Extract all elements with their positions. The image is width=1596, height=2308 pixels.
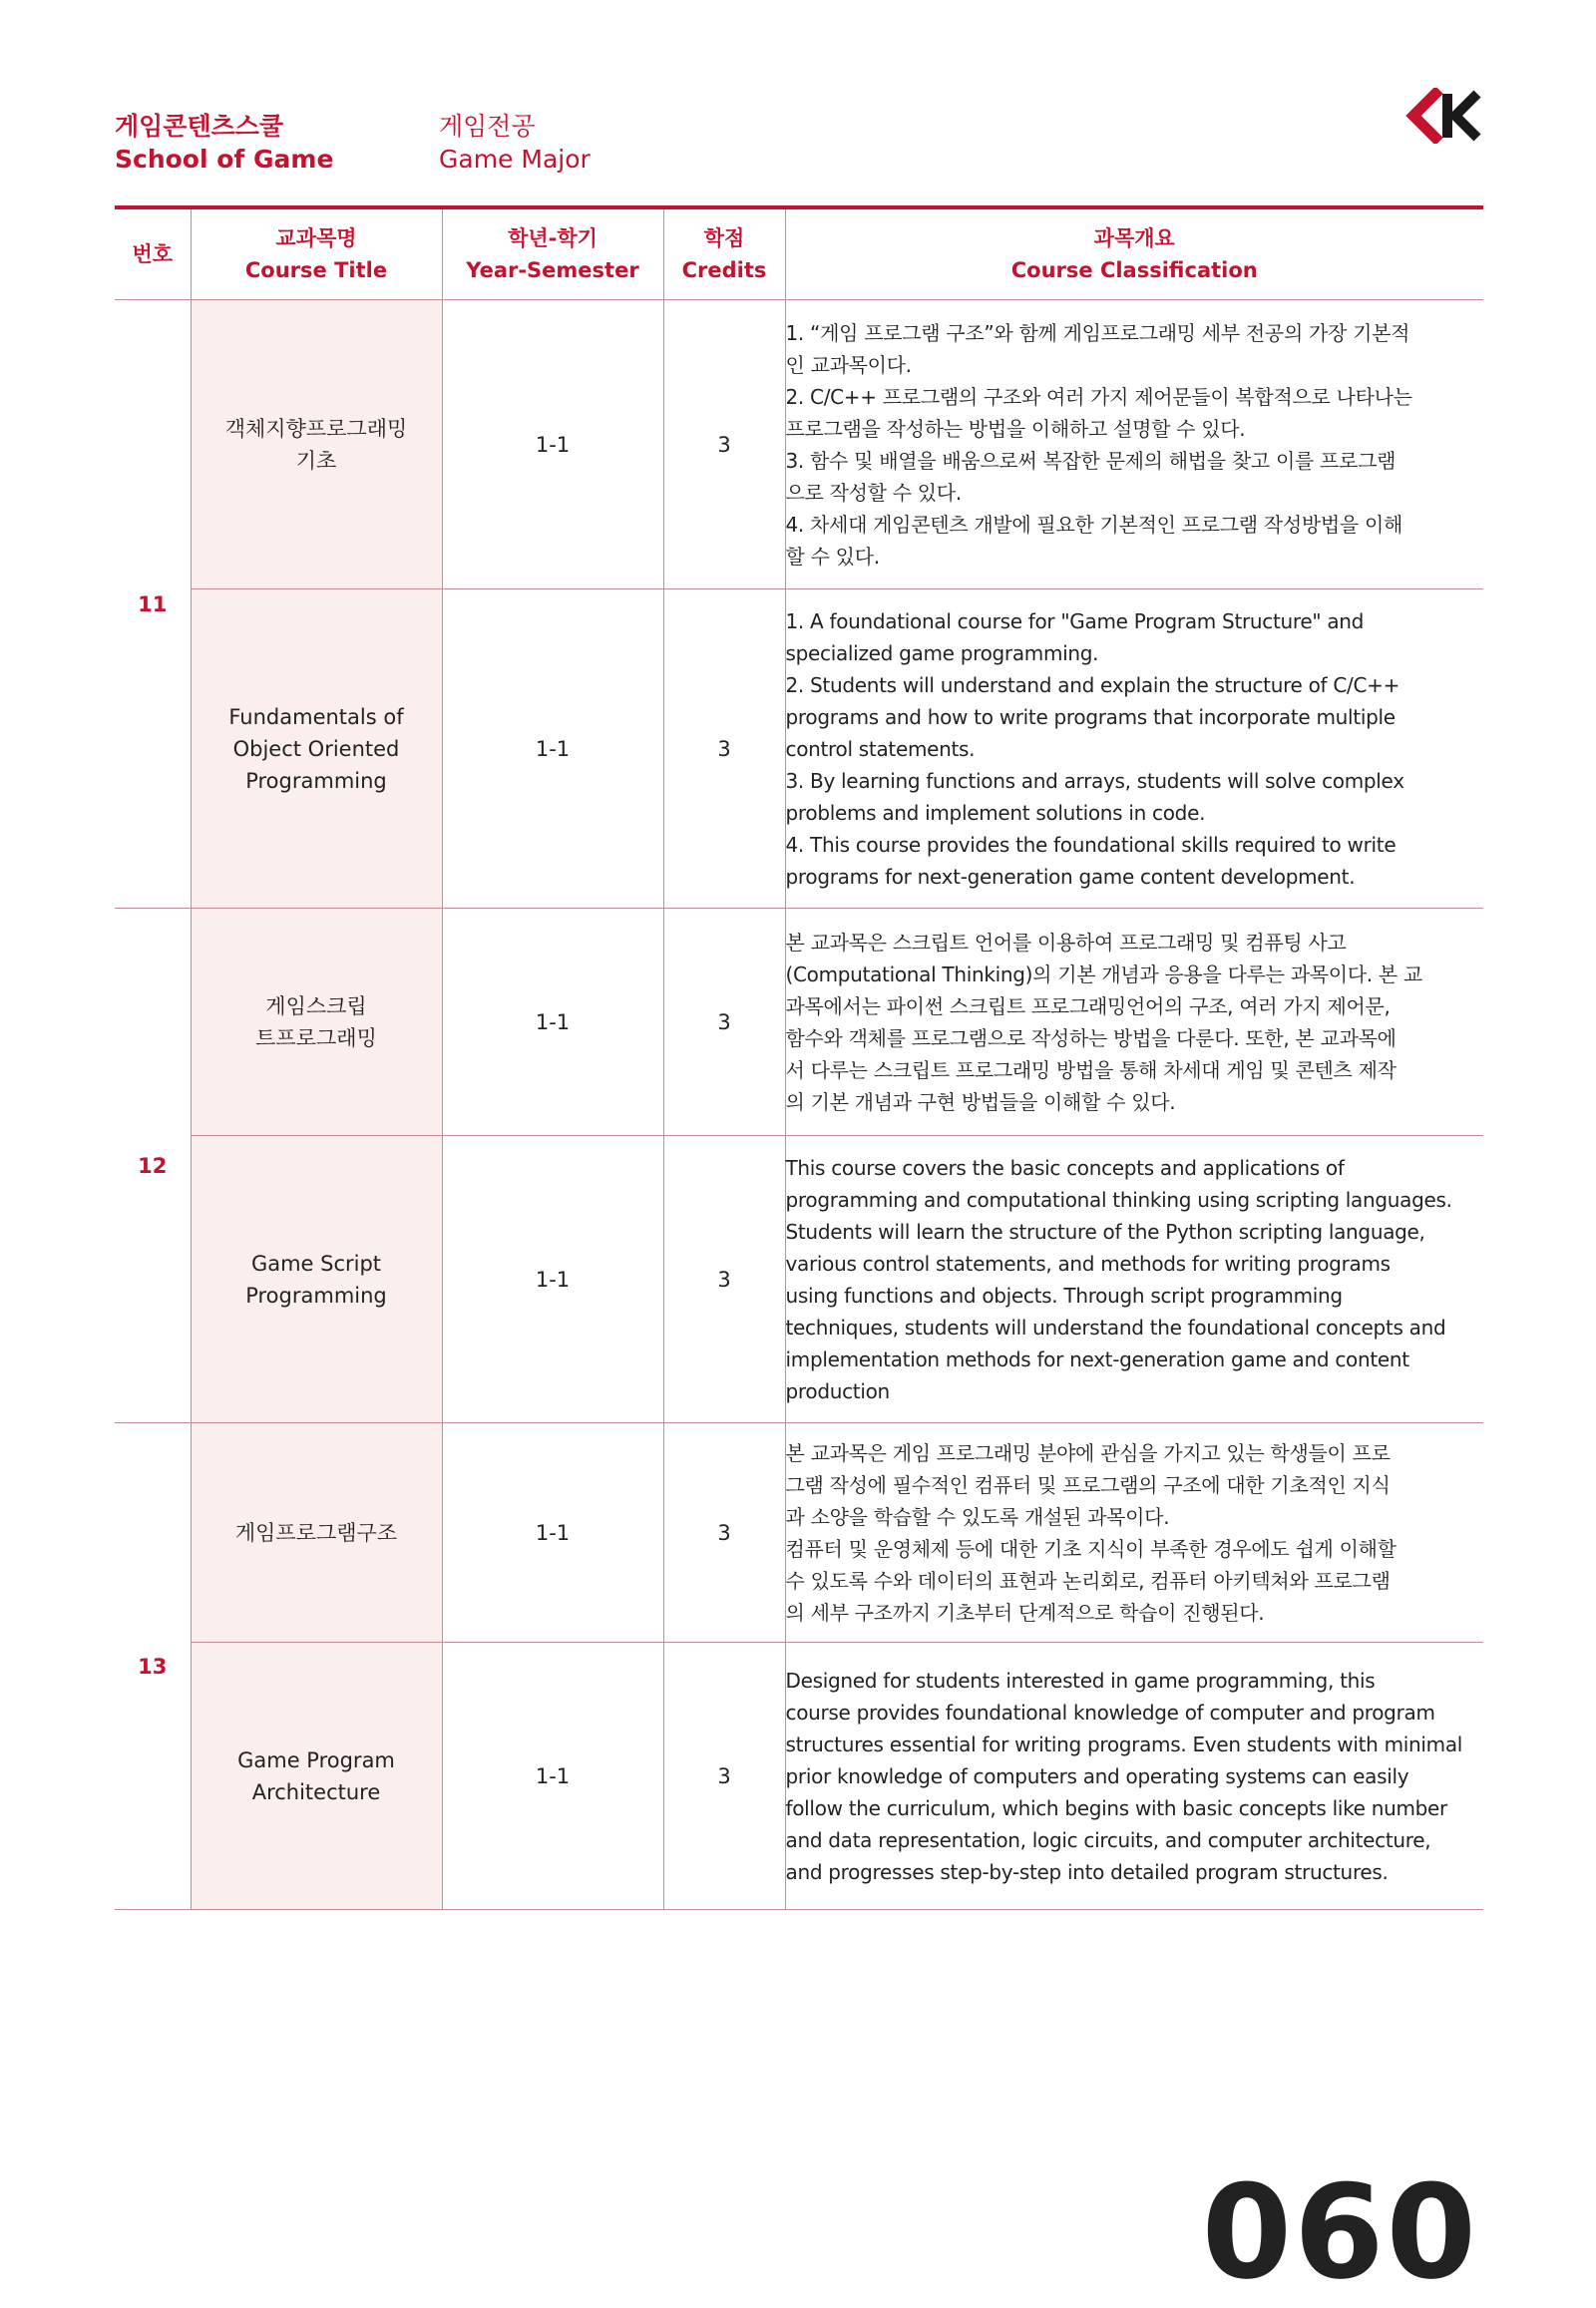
- course-title-line: Object Oriented: [232, 736, 400, 761]
- page-header: [115, 110, 1481, 180]
- year-semester-cell: 1-1: [442, 909, 663, 1136]
- course-title-line: Game Program: [237, 1747, 395, 1772]
- description-line: course provides foundational knowledge of computer and program: [785, 1700, 1435, 1725]
- course-title-line: Architecture: [251, 1779, 381, 1804]
- description-line: structures essential for writing programs. Even students with minimal: [785, 1731, 1463, 1756]
- description-line: 의 세부 구조까지 기초부터 단계적으로 학습이 진행된다.: [785, 1600, 1265, 1625]
- description-line: 본 교과목은 스크립트 언어를 이용하여 프로그래밍 및 컴퓨팅 사고: [785, 930, 1347, 955]
- course-table-body: [115, 300, 1483, 1910]
- description-line: 3. By learning functions and arrays, students will solve complex: [785, 768, 1404, 793]
- description-line: programming and computational thinking using scripting languages.: [785, 1187, 1452, 1212]
- year-semester-cell: 1-1: [442, 1423, 663, 1643]
- course-description-ko: [785, 909, 1483, 1136]
- table-row: [115, 1136, 1483, 1423]
- description-line: 1. A foundational course for "Game Program Structure" and: [785, 608, 1365, 633]
- description-line: using functions and objects. Through script programming: [785, 1283, 1343, 1308]
- course-title-line: 게임스크립: [265, 993, 367, 1018]
- course-title-line: Programming: [245, 768, 387, 793]
- description-line: 컴퓨터 및 운영체제 등에 대한 기초 지식이 부족한 경우에도 쉽게 이해할: [785, 1536, 1396, 1561]
- course-table: [115, 205, 1483, 1910]
- course-title-ko: [191, 909, 442, 1136]
- description-line: problems and implement solutions in code.: [785, 800, 1206, 825]
- description-line: 4. This course provides the foundational skills required to write: [785, 832, 1396, 857]
- course-title-line: 객체지향프로그래밍: [224, 416, 408, 441]
- description-line: 본 교과목은 게임 프로그래밍 분야에 관심을 가지고 있는 학생들이 프로: [785, 1440, 1391, 1465]
- major-name-en: Game Major: [439, 145, 591, 174]
- course-title-en: [191, 589, 442, 909]
- table-row: [115, 300, 1483, 589]
- description-line: prior knowledge of computers and operating systems can easily: [785, 1763, 1409, 1788]
- header-year-semester: 학년-학기 Year-Semester: [442, 207, 663, 300]
- credits-cell: 3: [663, 1643, 785, 1910]
- description-line: 과목에서는 파이썬 스크립트 프로그래밍언어의 구조, 여러 가지 제어문,: [785, 993, 1391, 1018]
- description-line: 함수와 객체를 프로그램으로 작성하는 방법을 다룬다. 또한, 본 교과목에: [785, 1025, 1396, 1050]
- description-line: 2. C/C++ 프로그램의 구조와 여러 가지 제어문들이 복합적으로 나타나는: [785, 384, 1412, 409]
- course-title-line: Game Script: [250, 1251, 382, 1276]
- course-description-en: [785, 589, 1483, 909]
- course-number: 11: [115, 300, 191, 909]
- description-line: and progresses step-by-step into detailed program structures.: [785, 1859, 1389, 1884]
- year-semester-cell: 1-1: [442, 1136, 663, 1423]
- description-line: 인 교과목이다.: [785, 352, 912, 377]
- description-line: 할 수 있다.: [785, 544, 880, 569]
- header-course-classification: 과목개요 Course Classification: [785, 207, 1483, 300]
- course-title-line: Programming: [245, 1283, 387, 1308]
- course-title-line: 게임프로그램구조: [234, 1520, 398, 1545]
- header-credits: 학점 Credits: [663, 207, 785, 300]
- school-name: [115, 110, 333, 176]
- major-name-ko: 게임전공: [439, 112, 536, 141]
- school-name-en: School of Game: [115, 145, 334, 174]
- credits-cell: 3: [663, 1423, 785, 1643]
- description-line: production: [785, 1378, 890, 1403]
- description-line: 수 있도록 수와 데이터의 표현과 논리회로, 컴퓨터 아키텍쳐와 프로그램: [785, 1568, 1391, 1593]
- course-description-ko: [785, 1423, 1483, 1643]
- description-line: various control statements, and methods for writing programs: [785, 1251, 1391, 1276]
- description-line: programs and how to write programs that incorporate multiple: [785, 704, 1396, 729]
- table-row: [115, 1643, 1483, 1910]
- table-header-row: [115, 207, 1483, 300]
- course-description-ko: [785, 300, 1483, 589]
- credits-cell: 3: [663, 589, 785, 909]
- course-title-line: Fundamentals of: [228, 704, 404, 729]
- course-number: 13: [115, 1423, 191, 1910]
- credits-cell: 3: [663, 909, 785, 1136]
- credits-cell: 3: [663, 300, 785, 589]
- major-name: [439, 110, 591, 176]
- header-number: 번호: [115, 207, 191, 300]
- course-description-en: [785, 1643, 1483, 1910]
- table-row: [115, 909, 1483, 1136]
- description-line: 2. Students will understand and explain the structure of C/C++: [785, 672, 1400, 697]
- description-line: 4. 차세대 게임콘텐츠 개발에 필요한 기본적인 프로그램 작성방법을 이해: [785, 512, 1403, 537]
- course-title-line: 기초: [295, 448, 337, 473]
- course-number: 12: [115, 909, 191, 1423]
- description-line: This course covers the basic concepts and applications of: [785, 1155, 1345, 1180]
- description-line: 그램 작성에 필수적인 컴퓨터 및 프로그램의 구조에 대한 기초적인 지식: [785, 1472, 1391, 1497]
- table-row: [115, 1423, 1483, 1643]
- course-description-en: [785, 1136, 1483, 1423]
- course-title-line: 트프로그래밍: [255, 1025, 377, 1050]
- description-line: 의 기본 개념과 구현 방법들을 이해할 수 있다.: [785, 1089, 1176, 1114]
- school-name-ko: 게임콘텐츠스쿨: [115, 112, 284, 141]
- description-line: 서 다루는 스크립트 프로그래밍 방법을 통해 차세대 게임 및 콘텐츠 제작: [785, 1057, 1396, 1082]
- ck-logo-icon: [1399, 88, 1481, 148]
- course-title-en: [191, 1136, 442, 1423]
- credits-cell: 3: [663, 1136, 785, 1423]
- course-title-en: [191, 1643, 442, 1910]
- course-title-ko: [191, 300, 442, 589]
- header-course-title: 교과목명 Course Title: [191, 207, 442, 300]
- description-line: 1. “게임 프로그램 구조”와 함께 게임프로그래밍 세부 전공의 가장 기본적: [785, 320, 1410, 345]
- description-line: implementation methods for next-generation game and content: [785, 1346, 1409, 1371]
- description-line: Designed for students interested in game programming, this: [785, 1668, 1376, 1693]
- page-number: 060: [1201, 2156, 1478, 2308]
- description-line: (Computational Thinking)의 기본 개념과 응용을 다루는 과목이다. 본 교: [785, 962, 1422, 986]
- description-line: Students will learn the structure of the Python scripting language,: [785, 1219, 1425, 1244]
- description-line: techniques, students will understand the foundational concepts and: [785, 1315, 1446, 1340]
- course-title-ko: [191, 1423, 442, 1643]
- year-semester-cell: 1-1: [442, 300, 663, 589]
- description-line: 3. 함수 및 배열을 배움으로써 복잡한 문제의 해법을 찾고 이를 프로그램: [785, 448, 1396, 473]
- description-line: 으로 작성할 수 있다.: [785, 480, 962, 505]
- description-line: follow the curriculum, which begins with basic concepts like number: [785, 1795, 1447, 1820]
- description-line: 프로그램을 작성하는 방법을 이해하고 설명할 수 있다.: [785, 416, 1246, 441]
- year-semester-cell: 1-1: [442, 1643, 663, 1910]
- table-row: [115, 589, 1483, 909]
- description-line: specialized game programming.: [785, 640, 1099, 665]
- year-semester-cell: 1-1: [442, 589, 663, 909]
- description-line: programs for next-generation game content development.: [785, 864, 1356, 889]
- description-line: and data representation, logic circuits, and computer architecture,: [785, 1827, 1431, 1852]
- description-line: 과 소양을 학습할 수 있도록 개설된 과목이다.: [785, 1504, 1170, 1529]
- description-line: control statements.: [785, 736, 976, 761]
